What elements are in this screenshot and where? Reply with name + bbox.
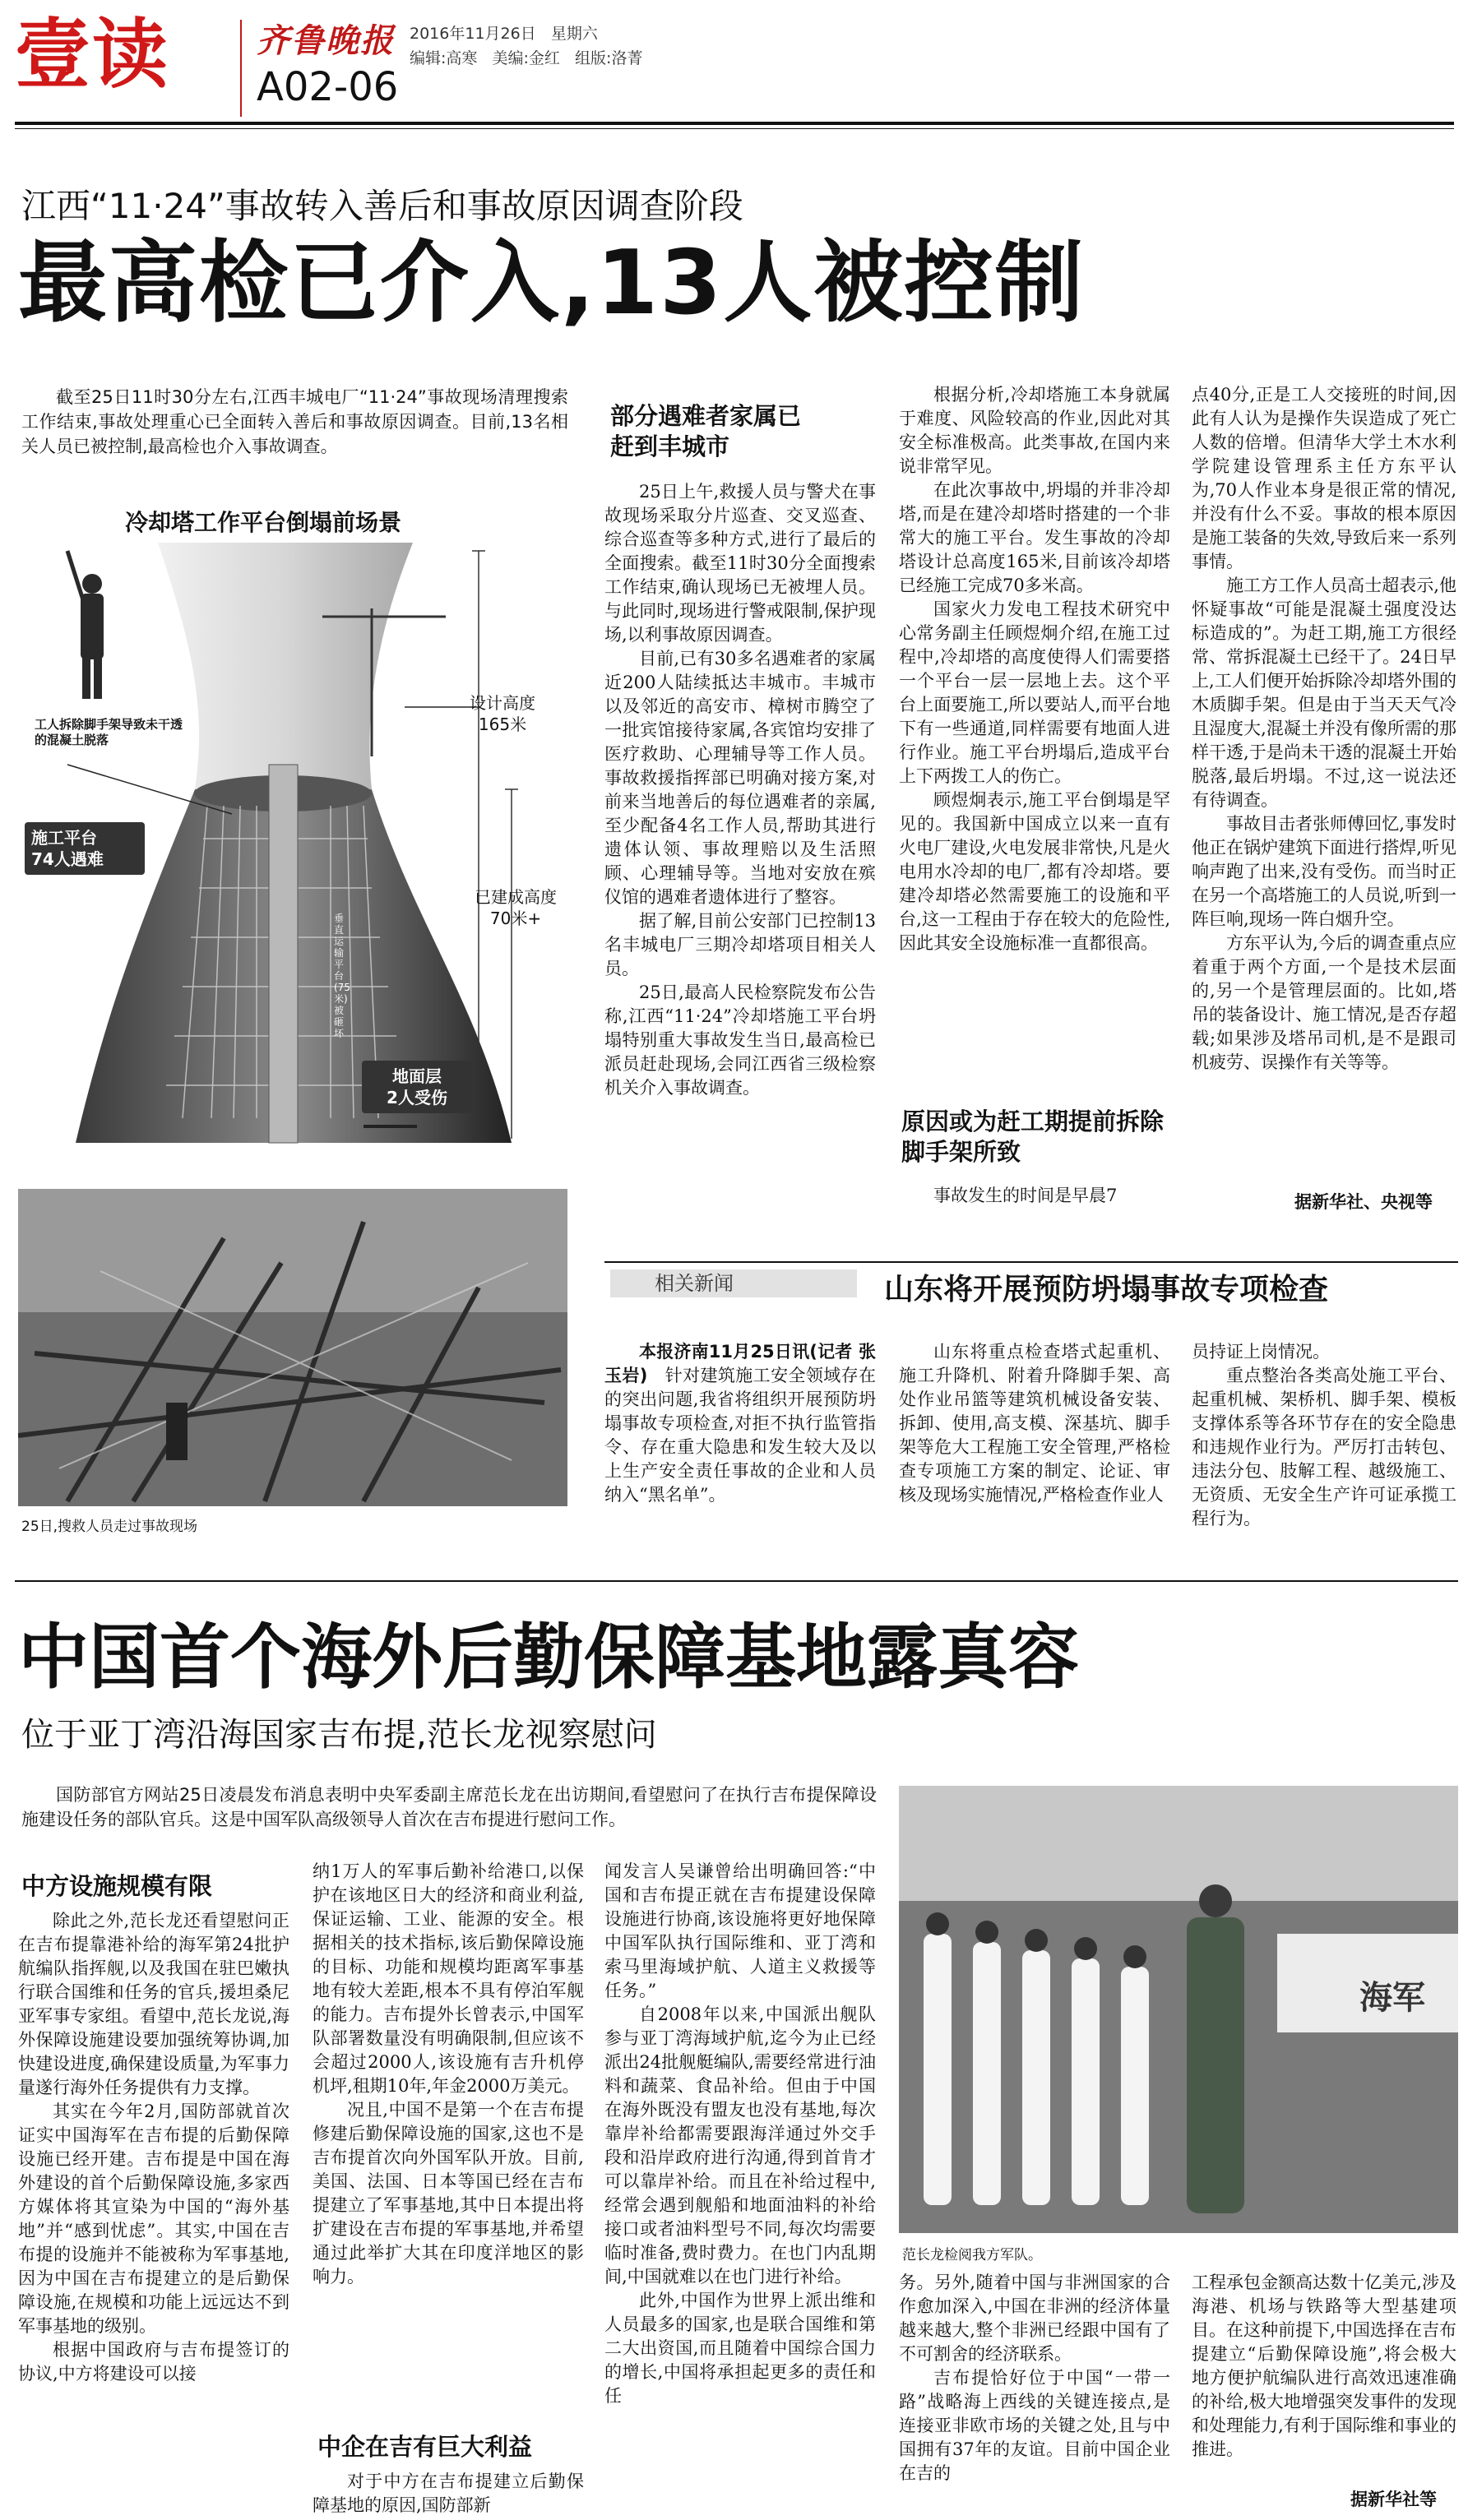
story1-col1-p2: 目前,已有30多名遇难者的家属近200人陆续抵达丰城市。丰城市以及邻近的高安市、樟树市腾空了一批宾馆接待家属,各宾馆均安排了医疗救助、心理辅导等工作人员。事故救援指挥部已明确对接方案,对前来当地善后的每位遇难者的亲属,至少配备4名工作人员,帮助其进行遗体认领、事故理赔以及生活照顾、心理辅导等。当地对安放在殡仪馆的遇难者遗体进行了整容。 — [604, 649, 876, 907]
related-col2 — [899, 1340, 1170, 1507]
related-rule — [604, 1261, 1458, 1263]
diagram-title: 冷却塔工作平台倒塌前场景 — [125, 509, 402, 536]
photo-sign-text: 海军 — [1359, 1979, 1425, 2017]
story1-col3-p1: 点40分,正是工人交接班的时间,因此有人认为是操作失误造成了死亡人数的倍增。但清华大学土木水利学院建设管理系主任方东平认为,70人作业本身是很正常的情况,并没有什么不妥。事故的根本原因是施工装备的失效,导致后来一系列事情。 — [1192, 385, 1456, 571]
built-height-box — [462, 886, 569, 929]
story1-col1-subhead: 部分遇难者家属已赶到丰城市 — [610, 402, 802, 460]
story2-col1 — [18, 1909, 289, 2386]
story1-col2-p1: 根据分析,冷却塔施工本身就属于难度、风险较高的作业,因此对其安全标准极高。此类事故,在国内来说非常罕见。 — [899, 385, 1170, 476]
story2-col2-p1: 纳1万人的军事后勤补给港口,以保护在该地区日大的经济和商业利益,保证运输、工业、能源的安全。根据相关的技术指标,该后勤保障设施的目标、功能和规模均距离军事基地有较大差距,根本不具有停泊军舰的能力。吉布提外长曾表示,中国军队部署数量没有明确限制,但应该不会超过2000人,该设施有吉升机停机坪,租期10年,年金2000万美元。 — [313, 1861, 584, 2096]
story1-col1-p4: 25日,最高人民检察院发布公告称,江西“11·24”冷却塔施工平台坍塌特别重大事故发生当日,最高检已派员赶赴现场,会同江西省三级检察机关介入事故调查。 — [604, 983, 876, 1098]
related-col3-p1: 员持证上岗情况。 — [1192, 1342, 1330, 1362]
design-height-label: 设计高度 — [470, 693, 535, 713]
story2-col3-p3: 此外,中国作为世界上派出维和人员最多的国家,也是联合国维和第二大出资国,而且随着中国综合国力的增长,中国将承担起更多的责任和任 — [604, 2291, 876, 2406]
story1-headline: 最高检已介入,13人被控制 — [18, 232, 1086, 335]
story2-col2 — [313, 1860, 584, 2289]
weekday-text: 星期六 — [550, 25, 598, 43]
related-col1 — [604, 1340, 876, 1507]
story2-headline: 中国首个海外后勤保障基地露真容 — [18, 1616, 1079, 1699]
section-title: 壹读 — [15, 11, 170, 99]
platform-badge — [25, 822, 145, 875]
story2-col4-p1: 务。另外,随着中国与非洲国家的合作愈加深入,中国在非洲的经济体量越来越大,整个非洲已经跟中国有了不可割舍的经济联系。 — [899, 2273, 1170, 2364]
story1-col3-p4: 方东平认为,今后的调查重点应着重于两个方面,一个是技术层面的,另一个是管理层面的。比如,塔吊的装备设计、施工情况,是否存超载;如果涉及塔吊司机,是不是跟司机疲劳、误操作有关等等。 — [1192, 933, 1456, 1072]
design-height-value: 165米 — [478, 714, 527, 734]
story1-col1-p3: 据了解,目前公安部门已控制13名丰城电厂三期冷却塔项目相关人员。 — [604, 911, 876, 978]
masthead-rule-thin — [15, 128, 1454, 129]
related-col1-text: 针对建筑施工安全领域存在的突出问题,我省将组织开展预防坍塌事故专项检查,对拒不执行监管指令、存在重大隐患和发生较大及以上生产安全责任事故的企业和人员纳入“黑名单”。 — [604, 1366, 876, 1505]
story2-col2-p2: 况且,中国不是第一个在吉布提修建后勤保障设施的国家,这也不是吉布提首次向外国军队开放。目前,美国、法国、日本等国已经在吉布提建立了军事基地,其中日本提出将扩建设在吉布提的军事基地,并希望通过此举扩大其在印度洋地区的影响力。 — [313, 2100, 584, 2286]
story1-lead — [21, 385, 568, 459]
rescue-photo-image — [18, 1189, 567, 1506]
story1-col3-p3: 事故目击者张师傅回忆,事发时他正在锅炉建筑下面进行搭焊,听见响声跑了出来,没有受伤。而当时正在另一个高塔施工的人员说,听到一阵巨响,现场一阵白烟升空。 — [1192, 814, 1456, 929]
story1-source: 据新华社、央视等 — [1294, 1192, 1433, 1212]
story1-col2-tail-text: 事故发生的时间是早晨7 — [933, 1186, 1118, 1205]
story1-col3 — [1192, 383, 1456, 1075]
diagram-worker-note: 工人拆除脚手架导致未干透的混凝土脱落 — [35, 717, 183, 747]
rescue-photo — [18, 1189, 567, 1506]
story2-col1-subhead: 中方设施规模有限 — [21, 1872, 213, 1900]
related-dateline: 本报济南11月25日讯(记者 张玉岩) — [604, 1342, 876, 1385]
story1-col2-p4: 顾煜炯表示,施工平台倒塌是罕见的。我国新中国成立以来一直有火电厂建设,火电发展非常快,凡是火电用水冷却的电厂,都有冷却塔。要建冷却塔必然需要施工的设施和平台,这一工程由于存在较大的危险性,因此其安全设施标准一直都很高。 — [899, 790, 1170, 953]
story2-lead — [21, 1782, 877, 1832]
story1-col1 — [604, 480, 876, 1100]
story1-col3-p2: 施工方工作人员高士超表示,他怀疑事故“可能是混凝土强度没达标造成的”。为赶工期,施工方很经常、常拆混凝土已经干了。24日早上,工人们便开始拆除冷却塔外围的木质脚手架。但是由于当天天气冷且湿度大,混凝土并没有像所需的那样干透,于是尚未干透的混凝土开始脱落,最后坍塌。不过,这一说法还有待调查。 — [1192, 576, 1456, 810]
ground-label: 地面层 — [392, 1066, 442, 1086]
story1-col1-p1: 25日上午,救援人员与警犬在事故现场采取分片巡查、交叉巡查、综合巡查等多种方式,进行了最后的全面搜索。截至11时30分全面搜索工作结束,确认现场已无被埋人员。与此同时,现场进行警戒限制,保护现场,以利事故原因调查。 — [604, 482, 876, 645]
story1-kicker: 江西“11·24”事故转入善后和事故原因调查阶段 — [21, 186, 743, 226]
masthead-divider — [240, 20, 242, 117]
inspection-photo-caption: 范长龙检阅我方军队。 — [902, 2247, 1042, 2263]
collapse-diagram — [18, 493, 569, 1184]
story2-col3-p1: 闻发言人吴谦曾给出明确回答:“中国和吉布提正就在吉布提建设保障设施进行协商,该设施将更好地保障中国军队执行国际维和、亚丁湾和索马里海域护航、人道主义救援等任务。” — [604, 1861, 876, 2000]
related-col3 — [1192, 1340, 1456, 1531]
paper-logo: 齐鲁晚报 — [257, 21, 395, 60]
story2-col5-text: 工程承包金额高达数十亿美元,涉及海港、机场与铁路等大型基建项目。在这种前提下,中国选择在吉布提建立“后勤保障设施”,将会极大地方便护航编队进行高效迅速准确的补给,极大地增强突发事件的发现和处理能力,有利于国际维和事业的推进。 — [1192, 2273, 1456, 2459]
editor-credits: 编辑:高寒 美编:金红 组版:洛菁 — [410, 49, 643, 67]
related-headline: 山东将开展预防坍塌事故专项检查 — [884, 1273, 1329, 1306]
story2-lead-text: 国防部官方网站25日凌晨发布消息表明中央军委副主席范长龙在出访期间,看望慰问了在执行吉布提保障设施建设任务的部队官兵。这是中国军队高级领导人首次在吉布提进行慰问工作。 — [21, 1785, 877, 1829]
story2-col3-p2: 自2008年以来,中国派出舰队参与亚丁湾海域护航,迄今为止已经派出24批舰艇编队,需要经常进行油料和蔬菜、食品补给。但由于中国在海外既没有盟友也没有基地,每次靠岸补给都需要跟海洋通过外交手段和沿岸政府进行沟通,得到首肯才可以靠岸补给。而且在补给过程中,经常会遇到舰船和地面油料的补给接口或者油料型号不同,每次均需要临时准备,费时费力。在也门内乱期间,中国就难以在也门进行补给。 — [604, 2004, 876, 2286]
related-tag: 相关新闻 — [610, 1269, 857, 1297]
ground-count: 2人受伤 — [387, 1088, 447, 1107]
ground-badge — [362, 1061, 472, 1113]
story1-col2 — [899, 383, 1170, 955]
inspection-photo — [899, 1786, 1458, 2233]
rescue-photo-caption: 25日,搜救人员走过事故现场 — [21, 1519, 198, 1535]
related-col3-p2: 重点整治各类高处施工平台、起重机械、架桥机、脚手架、模板支撑体系等各环节存在的安全隐患和违规作业行为。严厉打击转包、违法分包、肢解工程、越级施工、无资质、无安全生产许可证承揽工程行为。 — [1192, 1366, 1456, 1528]
story2-col4-p2: 吉布提恰好位于中国“一带一路”战略海上西线的关键连接点,是连接亚非欧市场的关键之处,且与中国拥有37年的友谊。目前中国企业在吉的 — [899, 2368, 1170, 2483]
story2-col3 — [604, 1860, 876, 2408]
story2-col1-p3: 根据中国政府与吉布提签订的协议,中方将建设可以接 — [18, 2340, 289, 2384]
story2-source: 据新华社等 — [1350, 2490, 1437, 2509]
story2-col4 — [899, 2271, 1170, 2485]
story2-col2-subhead: 中企在吉有巨大利益 — [317, 2433, 533, 2461]
tower-note: 垂直运输平台(75米)被砸坏 — [334, 913, 350, 1039]
story2-col2-tail — [313, 2470, 584, 2518]
built-height-label: 已建成高度 — [475, 887, 557, 907]
related-col2-text: 山东将重点检查塔式起重机、施工升降机、附着升降脚手架、高处作业吊篮等建筑机械设备安装、拆卸、使用,高支模、深基坑、脚手架等危大工程施工安全管理,严格检查专项施工方案的制定、论证、审核及现场实施情况,严格检查作业人 — [899, 1342, 1170, 1505]
story2-subhead: 位于亚丁湾沿海国家吉布提,范长龙视察慰问 — [21, 1716, 657, 1754]
masthead-rule — [15, 122, 1454, 125]
platform-count: 74人遇难 — [31, 849, 104, 869]
story1-col2-p3: 国家火力发电工程技术研究中心常务副主任顾煜炯介绍,在施工过程中,冷却塔的高度使得人们需要搭一个平台一层一层地上去。这个平台上面要施工,所以要站人,而平台地下有一些通道,同样需要有地面人进行作业。施工平台坍塌后,造成平台上下两拨工人的伤亡。 — [899, 599, 1170, 786]
story2-col1-p1: 除此之外,范长龙还看望慰问正在吉布提靠港补给的海军第24批护航编队指挥舰,以及我国在驻巴嫩执行联合国维和任务的官兵,援坦桑尼亚军事专家组。看望中,范长龙说,海外保障设施建设要加强统筹协调,加快建设进度,确保建设质量,为军事力量遂行海外任务提供有力支撑。 — [18, 1911, 289, 2097]
story1-col2-tail — [899, 1184, 1170, 1208]
story1-lead-text: 截至25日11时30分左右,江西丰城电厂“11·24”事故现场清理搜索工作结束,事故处理重心已全面转入善后和事故原因调查。目前,13名相关人员已被控制,最高检也介入事故调查。 — [21, 387, 568, 456]
story2-col5 — [1192, 2271, 1456, 2462]
story2-col1-p2: 其实在今年2月,国防部就首次证实中国海军在吉布提的后勤保障设施已经开建。吉布提是中国在海外建设的首个后勤保障设施,多家西方媒体将其宣染为中国的“海外基地”并“感到忧虑”。其实,中国在吉布提的设施并不能被称为军事基地,因为中国在吉布提建立的是后勤保障设施,在规模和功能上远远达不到军事基地的级别。 — [18, 2102, 289, 2336]
story2-rule — [15, 1580, 1458, 1582]
story2-col2-tail-text: 对于中方在吉布提建立后勤保障基地的原因,国防部新 — [313, 2471, 584, 2515]
platform-label: 施工平台 — [31, 828, 97, 848]
built-height-value: 70米+ — [489, 909, 542, 928]
design-height-box — [449, 692, 556, 735]
story1-col2-subhead: 原因或为赶工期提前拆除脚手架所致 — [901, 1107, 1165, 1166]
issue-date — [410, 21, 598, 44]
page-code: A02-06 — [257, 64, 399, 110]
story1-col2-p2: 在此次事故中,坍塌的并非冷却塔,而是在建冷却塔时搭建的一个非常大的施工平台。发生事故的冷却塔设计总高度165米,目前该冷却塔已经施工完成70多米高。 — [899, 480, 1170, 595]
date-text: 2016年11月26日 — [410, 25, 536, 43]
